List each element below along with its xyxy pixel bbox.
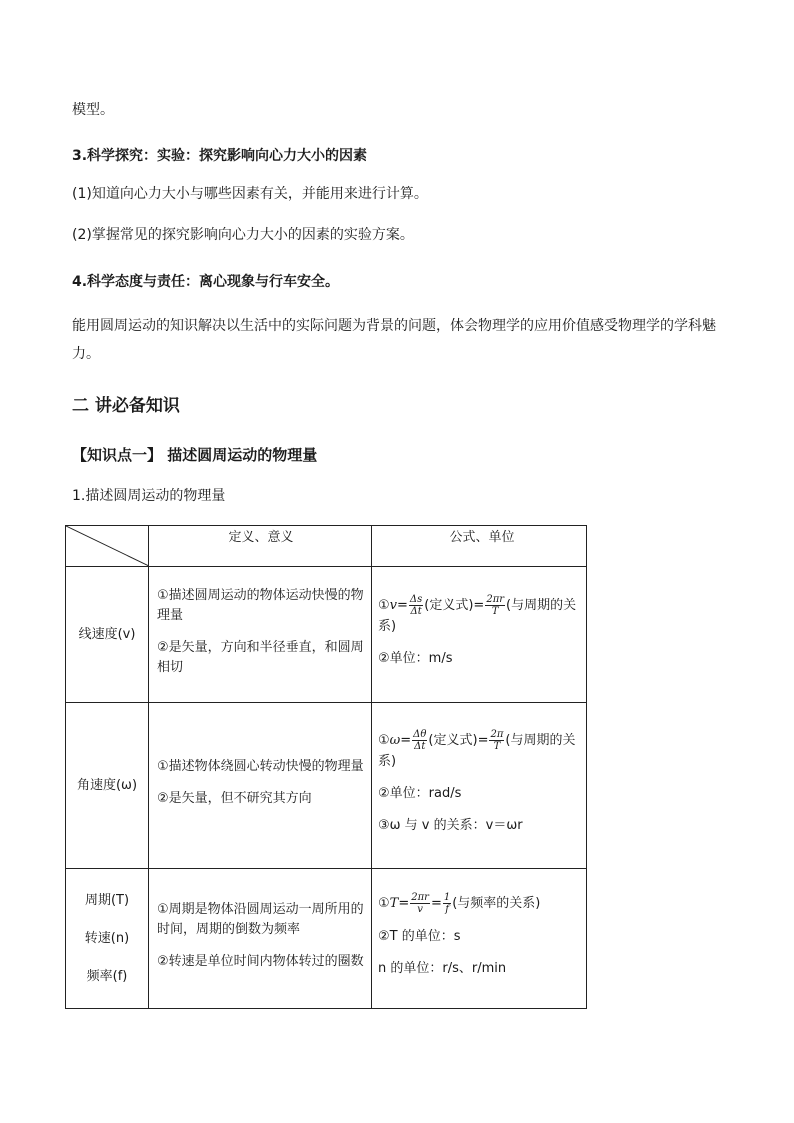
row-angular-velocity <box>66 703 587 869</box>
formula-mid: (定义式)= <box>428 733 489 748</box>
circled-number: ① <box>378 733 390 748</box>
item3-title: 3.科学探究：实验：探究影响向心力大小的因素 <box>72 148 368 164</box>
denominator: T <box>491 606 499 617</box>
fraction <box>409 594 423 617</box>
line-model: 模型。 <box>72 102 114 118</box>
unit-line: ②单位：rad/s <box>378 786 462 801</box>
row-name: 角速度(ω) <box>66 703 149 869</box>
row-name-stack <box>66 869 149 1009</box>
fraction <box>412 729 427 752</box>
fraction <box>410 892 430 915</box>
definition-line: ①描述圆周运动的物体运动快慢的物理量 <box>157 587 364 623</box>
fraction <box>489 729 504 752</box>
denominator: f <box>445 904 449 915</box>
item3-sub2: (2)掌握常见的探究影响向心力大小的因素的实验方案。 <box>72 227 414 243</box>
formula-note: (与周期的关系) <box>378 598 577 634</box>
variable: T <box>389 896 399 911</box>
table-subtitle: 1.描述圆周运动的物理量 <box>72 488 226 504</box>
numerator: Δθ <box>413 729 427 740</box>
diagonal-header-cell <box>66 526 149 567</box>
row-name: 线速度(v) <box>66 567 149 703</box>
formula-note: (与周期的关系) <box>378 733 576 769</box>
formula-cell <box>372 869 587 1009</box>
formula-mid: = <box>430 896 442 911</box>
denominator: Δt <box>410 606 422 617</box>
row-name: 转速(n) <box>84 930 130 946</box>
numerator: Δs <box>409 594 423 605</box>
definition-line: ②转速是单位时间内物体转过的圈数 <box>157 953 364 969</box>
item4-title: 4.科学态度与责任：离心现象与行车安全。 <box>72 274 340 290</box>
header-definition: 定义、意义 <box>149 526 372 567</box>
definition-line: ①描述物体绕圆心转动快慢的物理量 <box>157 758 364 774</box>
equals: = <box>397 598 408 613</box>
denominator: v <box>417 904 423 915</box>
denominator: T <box>493 741 501 752</box>
numerator: 2πr <box>486 594 505 605</box>
definition-cell <box>149 703 372 869</box>
formula-cell <box>372 567 587 703</box>
unit-line-2: n 的单位：r/s、r/min <box>378 961 507 976</box>
equals: = <box>398 896 410 911</box>
relation-line: ③ω 与 v 的关系：v＝ωr <box>378 818 523 833</box>
header-formula: 公式、单位 <box>372 526 587 567</box>
numerator: 2πr <box>411 892 429 903</box>
definition-line: ①周期是物体沿圆周运动一周所用的时间，周期的倒数为频率 <box>157 901 364 937</box>
equals: = <box>400 733 412 748</box>
diagonal-line <box>66 526 149 566</box>
item4-body: 能用圆周运动的知识解决以生活中的实际问题为背景的问题，体会物理学的应用价值感受物理学的学科魅力。 <box>72 318 716 362</box>
formula-line <box>378 892 586 915</box>
formula-line <box>378 594 586 637</box>
definition-line: ②是矢量，方向和半径垂直，和圆周相切 <box>157 639 364 675</box>
unit-line: ②单位：m/s <box>378 651 453 666</box>
row-name: 频率(f) <box>86 968 128 984</box>
formula-cell <box>372 703 587 869</box>
row-linear-velocity <box>66 567 587 703</box>
fraction <box>443 892 451 915</box>
physics-quantities-table <box>65 525 587 1009</box>
section-heading: 二 讲必备知识 <box>72 396 180 416</box>
denominator: Δt <box>414 741 426 752</box>
circled-number: ① <box>378 598 390 613</box>
knowledge-point-title: 【知识点一】 描述圆周运动的物理量 <box>72 446 318 464</box>
row-period-speed-frequency <box>66 869 587 1009</box>
definition-line: ②是矢量，但不研究其方向 <box>157 790 312 806</box>
table-header-row <box>66 526 587 567</box>
numerator: 1 <box>443 892 451 903</box>
definition-cell <box>149 869 372 1009</box>
fraction <box>485 594 505 617</box>
definition-cell <box>149 567 372 703</box>
formula-mid: (定义式)= <box>424 598 485 613</box>
unit-line: ②T 的单位：s <box>378 929 461 944</box>
circled-number: ① <box>378 896 390 911</box>
item3-sub1: (1)知道向心力大小与哪些因素有关，并能用来进行计算。 <box>72 186 428 202</box>
numerator: 2π <box>490 729 504 740</box>
row-name: 周期(T) <box>84 892 130 908</box>
variable: v <box>389 598 398 613</box>
variable: ω <box>389 733 401 748</box>
formula-line <box>378 729 586 772</box>
formula-note: (与频率的关系) <box>452 896 541 911</box>
